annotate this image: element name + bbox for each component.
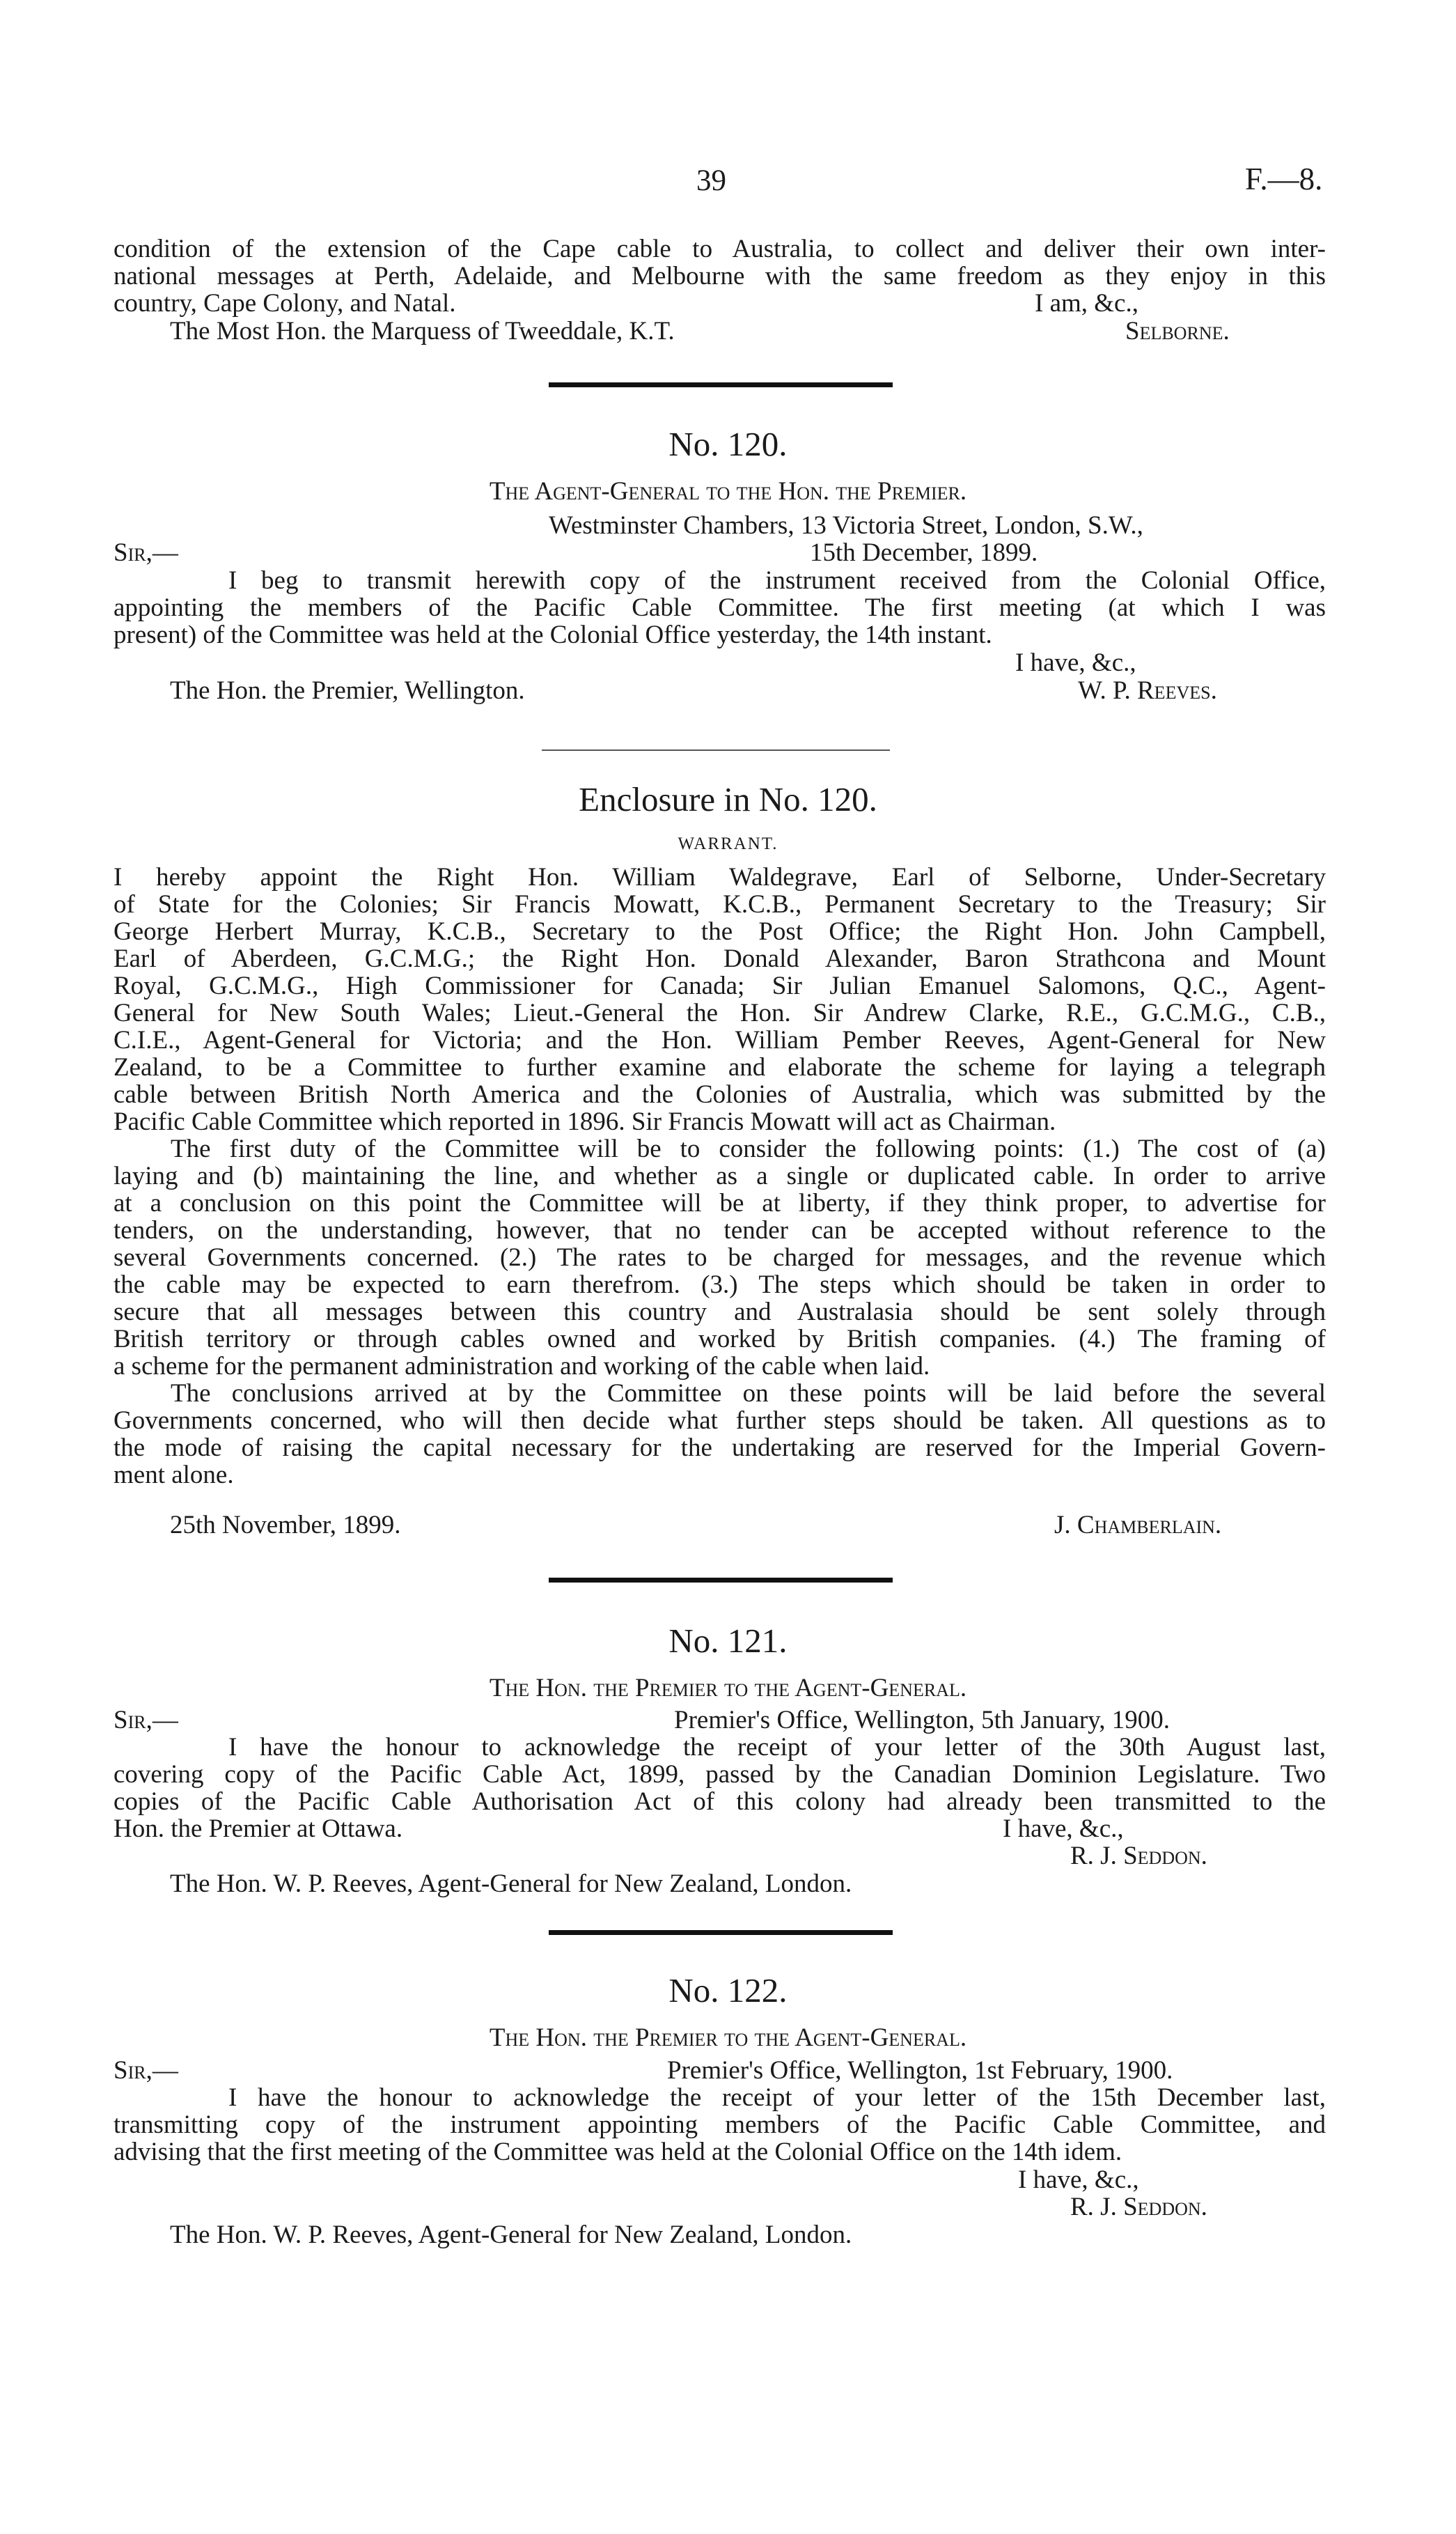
text-line: a scheme for the permanent administration and working of the cable when laid. [113,1352,930,1381]
text-line: Royal, G.C.M.G., High Commissioner for Canada; Sir Julian Emanuel Salomons, Q.C., Agent- [113,972,1326,1000]
text-line: the mode of raising the capital necessary for the undertaking are reserved for the Imperial Govern- [113,1433,1326,1462]
addressee: The Most Hon. the Marquess of Tweeddale, K.T. [170,317,675,345]
signature: R. J. Seddon. [1070,1842,1207,1870]
letter-address: Premier's Office, Wellington, 5th January, 1900. [674,1706,1171,1734]
text-line: advising that the first meeting of the Committee was held at the Colonial Office on the 14th idem. [113,2138,1122,2166]
text-line: copies of the Pacific Cable Authorisation Act of this colony had already been transmitted to the [113,1787,1326,1816]
text-line: country, Cape Colony, and Natal. [113,289,456,318]
text-line: British territory or through cables owned and worked by British companies. (4.) The framing of [113,1325,1326,1353]
salutation: Sir,— [113,2056,178,2085]
letter-from-to: The Hon. the Premier to the Agent-General. [489,1674,967,1702]
text-line: The first duty of the Committee will be to consider the following points: (1.) The cost of (a) [171,1135,1326,1163]
section-divider [549,382,893,387]
document-reference: F.—8. [1245,162,1323,196]
letter-heading-121: No. 121. [668,1622,788,1660]
enclosure-subtitle: WARRANT. [678,834,778,853]
letter-body [113,1734,1326,1842]
continuation-paragraph [113,235,1326,317]
letter-from-to: The Hon. the Premier to the Agent-General. [489,2023,967,2052]
text-line: The conclusions arrived at by the Committee on these points will be laid before the several [171,1379,1326,1408]
warrant-paragraph [113,864,1326,1488]
closing: I am, &c., [1035,289,1138,318]
text-line: I have the honour to acknowledge the receipt of your letter of the 15th December last, [228,2083,1326,2112]
closing: I have, &c., [1003,1814,1124,1843]
text-line: George Herbert Murray, K.C.B., Secretary to the Post Office; the Right Hon. John Campbell, [113,917,1326,946]
signature: Selborne. [1125,317,1230,345]
section-divider [542,749,890,751]
text-line: the cable may be expected to earn therefrom. (3.) The steps which should be taken in order to [113,1270,1326,1299]
text-line: I have the honour to acknowledge the receipt of your letter of the 30th August last, [228,1733,1326,1762]
text-line: Zealand, to be a Committee to further examine and elaborate the scheme for laying a telegraph [113,1053,1326,1082]
text-line: ment alone. [113,1461,234,1489]
section-divider [549,1578,893,1583]
enclosure-heading: Enclosure in No. 120. [579,780,877,818]
closing: I have, &c., [1015,648,1136,677]
letter-heading-120: No. 120. [668,425,788,463]
text-line: General for New South Wales; Lieut.-General the Hon. Sir Andrew Clarke, R.E., G.C.M.G., C.B., [113,999,1326,1027]
salutation: Sir,— [113,1706,178,1734]
text-line: covering copy of the Pacific Cable Act, 1899, passed by the Canadian Dominion Legislature. Two [113,1760,1326,1789]
text-line: tenders, on the understanding, however, that no tender can be accepted without reference to the [113,1216,1326,1245]
warrant-date: 25th November, 1899. [170,1511,401,1539]
letter-date: 15th December, 1899. [810,538,1038,567]
text-line: I beg to transmit herewith copy of the instrument received from the Colonial Office, [228,566,1326,595]
text-line: cable between British North America and the Colonies of Australia, which was submitted by the [113,1080,1326,1109]
text-line: appointing the members of the Pacific Cable Committee. The first meeting (at which I was [113,593,1326,622]
text-line: present) of the Committee was held at the Colonial Office yesterday, the 14th instant. [113,621,992,649]
text-line: laying and (b) maintaining the line, and whether as a single or duplicated cable. In order to arrive [113,1162,1326,1190]
section-divider [549,1930,893,1935]
letter-address: Westminster Chambers, 13 Victoria Street, London, S.W., [549,511,1143,540]
addressee: The Hon. the Premier, Wellington. [170,676,525,705]
text-line: Pacific Cable Committee which reported in 1896. Sir Francis Mowatt will act as Chairman. [113,1107,1056,1136]
text-line: Hon. the Premier at Ottawa. [113,1814,403,1843]
addressee: The Hon. W. P. Reeves, Agent-General for New Zealand, London. [170,1870,852,1898]
text-line: at a conclusion on this point the Committee will be at liberty, if they think proper, to advertise for [113,1189,1326,1218]
text-line: C.I.E., Agent-General for Victoria; and the Hon. William Pember Reeves, Agent-General for New [113,1026,1326,1055]
letter-body [113,567,1326,648]
text-line: secure that all messages between this country and Australasia should be sent solely through [113,1298,1326,1326]
addressee: The Hon. W. P. Reeves, Agent-General for New Zealand, London. [170,2221,852,2249]
page-number: 39 [696,164,726,197]
text-line: I hereby appoint the Right Hon. William Waldegrave, Earl of Selborne, Under-Secretary [113,863,1326,892]
letter-from-to: The Agent-General to the Hon. the Premier. [489,477,967,506]
letter-body [113,2084,1326,2166]
text-line: transmitting copy of the instrument appointing members of the Pacific Cable Committee, and [113,2111,1326,2139]
text-line: national messages at Perth, Adelaide, and Melbourne with the same freedom as they enjoy in this [113,262,1326,290]
letter-heading-122: No. 122. [668,1971,788,2010]
text-line: Governments concerned, who will then decide what further steps should be taken. All questions as to [113,1406,1326,1435]
salutation: Sir,— [113,538,178,567]
signature: W. P. Reeves. [1078,676,1217,705]
text-line: Earl of Aberdeen, G.C.M.G.; the Right Hon. Donald Alexander, Baron Strathcona and Mount [113,945,1326,973]
text-line: several Governments concerned. (2.) The rates to be charged for messages, and the revenue which [113,1243,1326,1272]
letter-address: Premier's Office, Wellington, 1st February, 1900. [667,2056,1173,2085]
text-line: condition of the extension of the Cape cable to Australia, to collect and deliver their own inter- [113,235,1326,263]
signature: J. Chamberlain. [1054,1511,1222,1539]
text-line: of State for the Colonies; Sir Francis Mowatt, K.C.B., Permanent Secretary to the Treasury; Sir [113,890,1326,919]
signature: R. J. Seddon. [1070,2193,1207,2221]
closing: I have, &c., [1018,2166,1139,2194]
